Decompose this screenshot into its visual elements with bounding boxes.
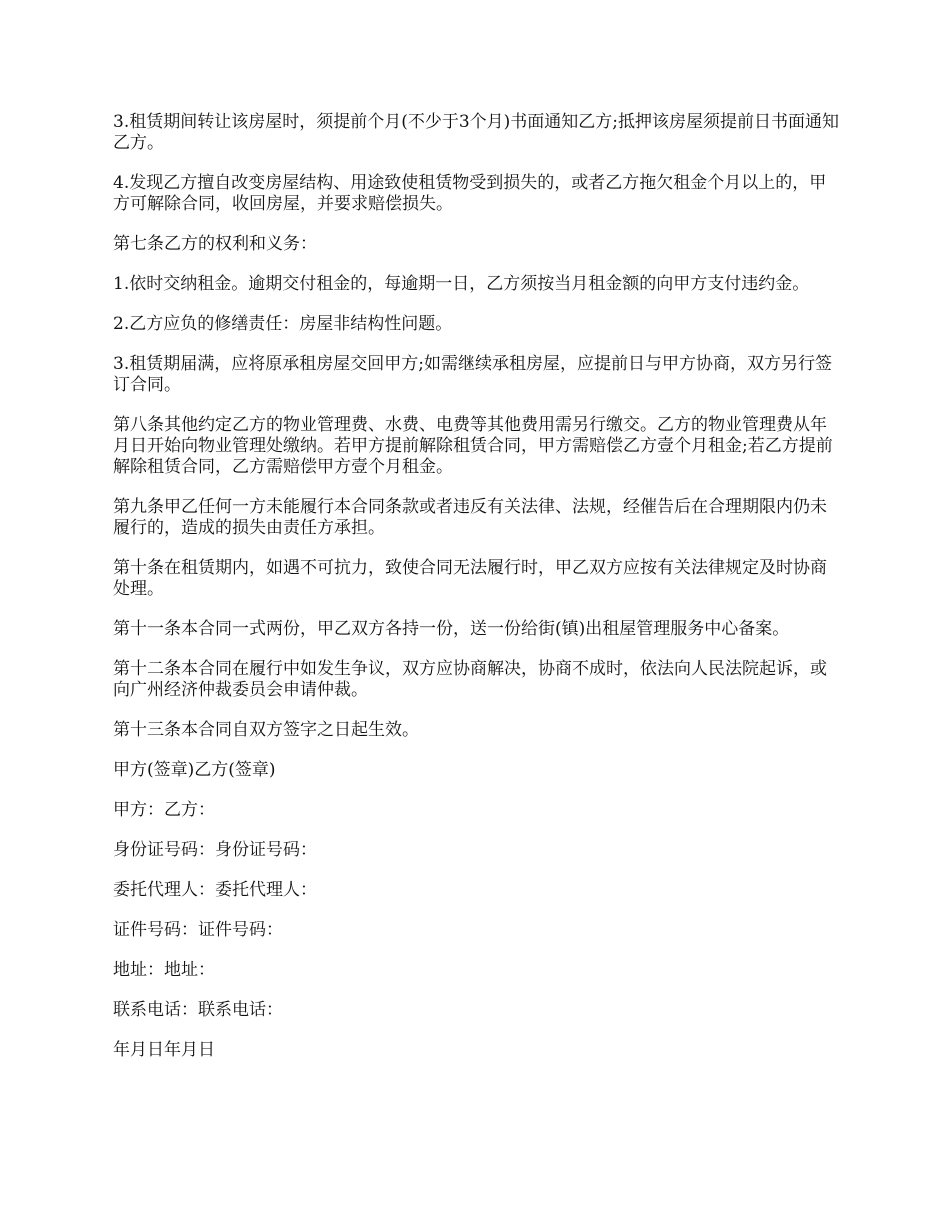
- certificate-number-line: 证件号码：证件号码：: [113, 920, 283, 940]
- clause-termination-damage: 4.发现乙方擅自改变房屋结构、用途致使租赁物受到损失的，或者乙方拖欠租金个月以上的，甲方可解除合同，收回房屋，并要求赔偿损失。: [113, 173, 827, 214]
- clause-rent-payment: 1.依时交纳租金。逾期交付租金的，每逾期一日，乙方须按当月租金额的向甲方支付违约金。: [113, 274, 810, 294]
- article-13-effective: 第十三条本合同自双方签字之日起生效。: [113, 720, 419, 740]
- article-12-disputes: 第十二条本合同在履行中如发生争议，双方应协商解决，协商不成时，依法向人民法院起诉，或向广州经济仲裁委员会申请仲裁。: [113, 659, 827, 700]
- signature-seal-line: 甲方(签章)乙方(签章): [113, 760, 276, 780]
- clause-lease-expiry: 3.租赁期届满，应将原承租房屋交回甲方;如需继续承租房屋，应提前日与甲方协商，双方另行签订合同。: [113, 354, 832, 395]
- address-line: 地址：地址：: [113, 960, 215, 980]
- clause-repair-duty: 2.乙方应负的修缮责任：房屋非结构性问题。: [113, 314, 453, 334]
- article-7-heading: 第七条乙方的权利和义务：: [113, 234, 317, 254]
- date-line: 年月日年月日: [113, 1040, 215, 1060]
- article-8-other-terms: 第八条其他约定乙方的物业管理费、水费、电费等其他费用需另行缴交。乙方的物业管理费从年月日开始向物业管理处缴纳。若甲方提前解除租赁合同，甲方需赔偿乙方壹个月租金;若乙方提前解除租赁合同，乙方需赔偿甲方壹个月租金。: [113, 415, 833, 477]
- party-names-line: 甲方：乙方：: [113, 800, 215, 820]
- article-11-copies: 第十一条本合同一式两份，甲乙双方各持一份，送一份给街(镇)出租屋管理服务中心备案。: [113, 619, 790, 639]
- agent-line: 委托代理人：委托代理人：: [113, 880, 317, 900]
- document-page: [113, 112, 843, 1080]
- id-number-line: 身份证号码：身份证号码：: [113, 840, 317, 860]
- clause-transfer-notice: 3.租赁期间转让该房屋时，须提前个月(不少于3个月)书面通知乙方;抵押该房屋须提前日书面通知乙方。: [113, 112, 840, 153]
- phone-line: 联系电话：联系电话：: [113, 1000, 283, 1020]
- article-9-breach: 第九条甲乙任何一方未能履行本合同条款或者违反有关法律、法规，经催告后在合理期限内仍未履行的，造成的损失由责任方承担。: [113, 497, 827, 538]
- article-10-force-majeure: 第十条在租赁期内，如遇不可抗力，致使合同无法履行时，甲乙双方应按有关法律规定及时协商处理。: [113, 558, 827, 599]
